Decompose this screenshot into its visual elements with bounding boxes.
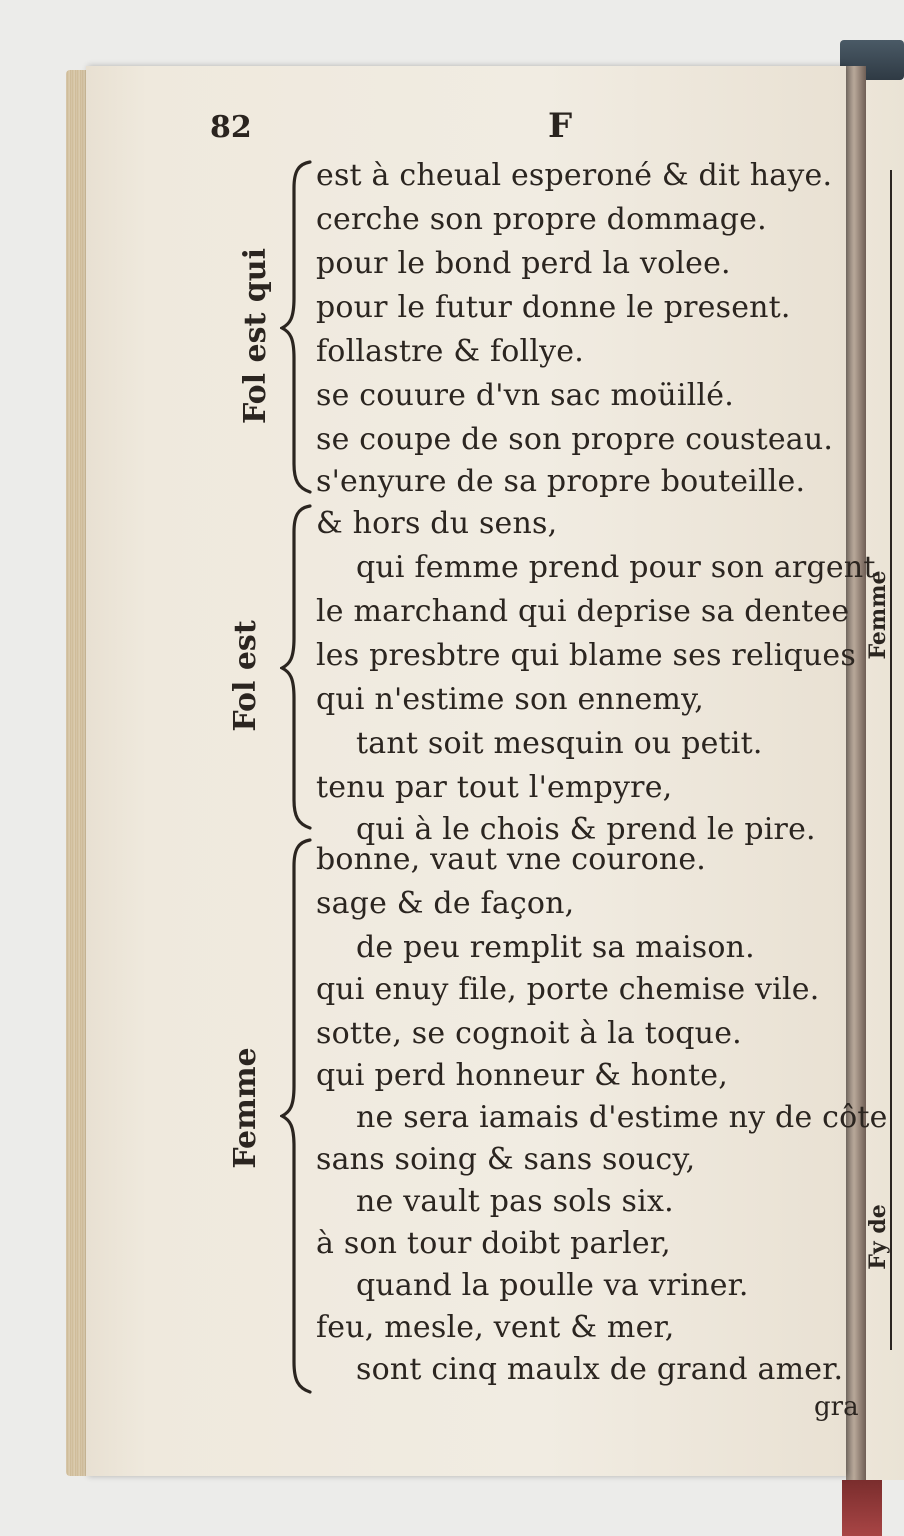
binding-cloth-bottom xyxy=(842,1480,882,1536)
text-line: feu, mesle, vent & mer, xyxy=(316,1310,675,1345)
text-line: qui n'estime son ennemy, xyxy=(316,682,704,717)
catchword: gra xyxy=(814,1392,859,1422)
text-line: les presbtre qui blame ses reliques xyxy=(316,638,856,673)
facing-page-label-femme: Femme xyxy=(865,570,891,660)
brace-section-3 xyxy=(280,836,320,1396)
brace-section-2 xyxy=(280,502,320,832)
text-line: qui enuy file, porte chemise vile. xyxy=(316,972,820,1007)
text-line: s'enyure de sa propre bouteille. xyxy=(316,464,806,499)
text-line: pour le bond perd la volee. xyxy=(316,246,731,281)
text-line: follastre & follye. xyxy=(316,334,584,369)
text-line: quand la poulle va vriner. xyxy=(356,1268,749,1303)
page-number: 82 xyxy=(210,110,252,145)
text-line: se couure d'vn sac moüillé. xyxy=(316,378,735,413)
section-label-fol-est-qui: Fol est qui xyxy=(238,248,273,424)
text-line: & hors du sens, xyxy=(316,506,558,541)
text-line: qui perd honneur & honte, xyxy=(316,1058,728,1093)
text-line: bonne, vaut vne courone. xyxy=(316,842,707,877)
text-line: est à cheual esperoné & dit haye. xyxy=(316,158,833,193)
text-line: se coupe de son propre cousteau. xyxy=(316,422,834,457)
section-label-fol-est: Fol est xyxy=(228,620,263,732)
text-line: cerche son propre dommage. xyxy=(316,202,767,237)
text-line: ne vault pas sols six. xyxy=(356,1184,674,1219)
book-spine-gutter xyxy=(846,66,866,1536)
facing-page-label-fy-de: Fy de xyxy=(865,1204,891,1270)
text-line: sotte, se cognoit à la toque. xyxy=(316,1016,742,1051)
text-line: à son tour doibt parler, xyxy=(316,1226,671,1261)
text-line: pour le futur donne le present. xyxy=(316,290,791,325)
text-line: de peu remplit sa maison. xyxy=(356,930,755,965)
text-line: sans soing & sans soucy, xyxy=(316,1142,696,1177)
facing-page-rule xyxy=(890,170,892,1350)
text-line: le marchand qui deprise sa dentee xyxy=(316,594,850,629)
brace-section-1 xyxy=(280,158,320,498)
text-line: tenu par tout l'empyre, xyxy=(316,770,673,805)
section-label-femme: Femme xyxy=(228,1047,263,1169)
text-line: tant soit mesquin ou petit. xyxy=(356,726,763,761)
running-head: F xyxy=(548,106,573,146)
text-line: ne sera iamais d'estime ny de côte xyxy=(356,1100,888,1135)
text-line: sont cinq maulx de grand amer. xyxy=(356,1352,844,1387)
text-line: qui femme prend pour son argent xyxy=(356,550,876,585)
text-line: sage & de façon, xyxy=(316,886,575,921)
text-line: qui à le chois & prend le pire. xyxy=(356,812,816,847)
